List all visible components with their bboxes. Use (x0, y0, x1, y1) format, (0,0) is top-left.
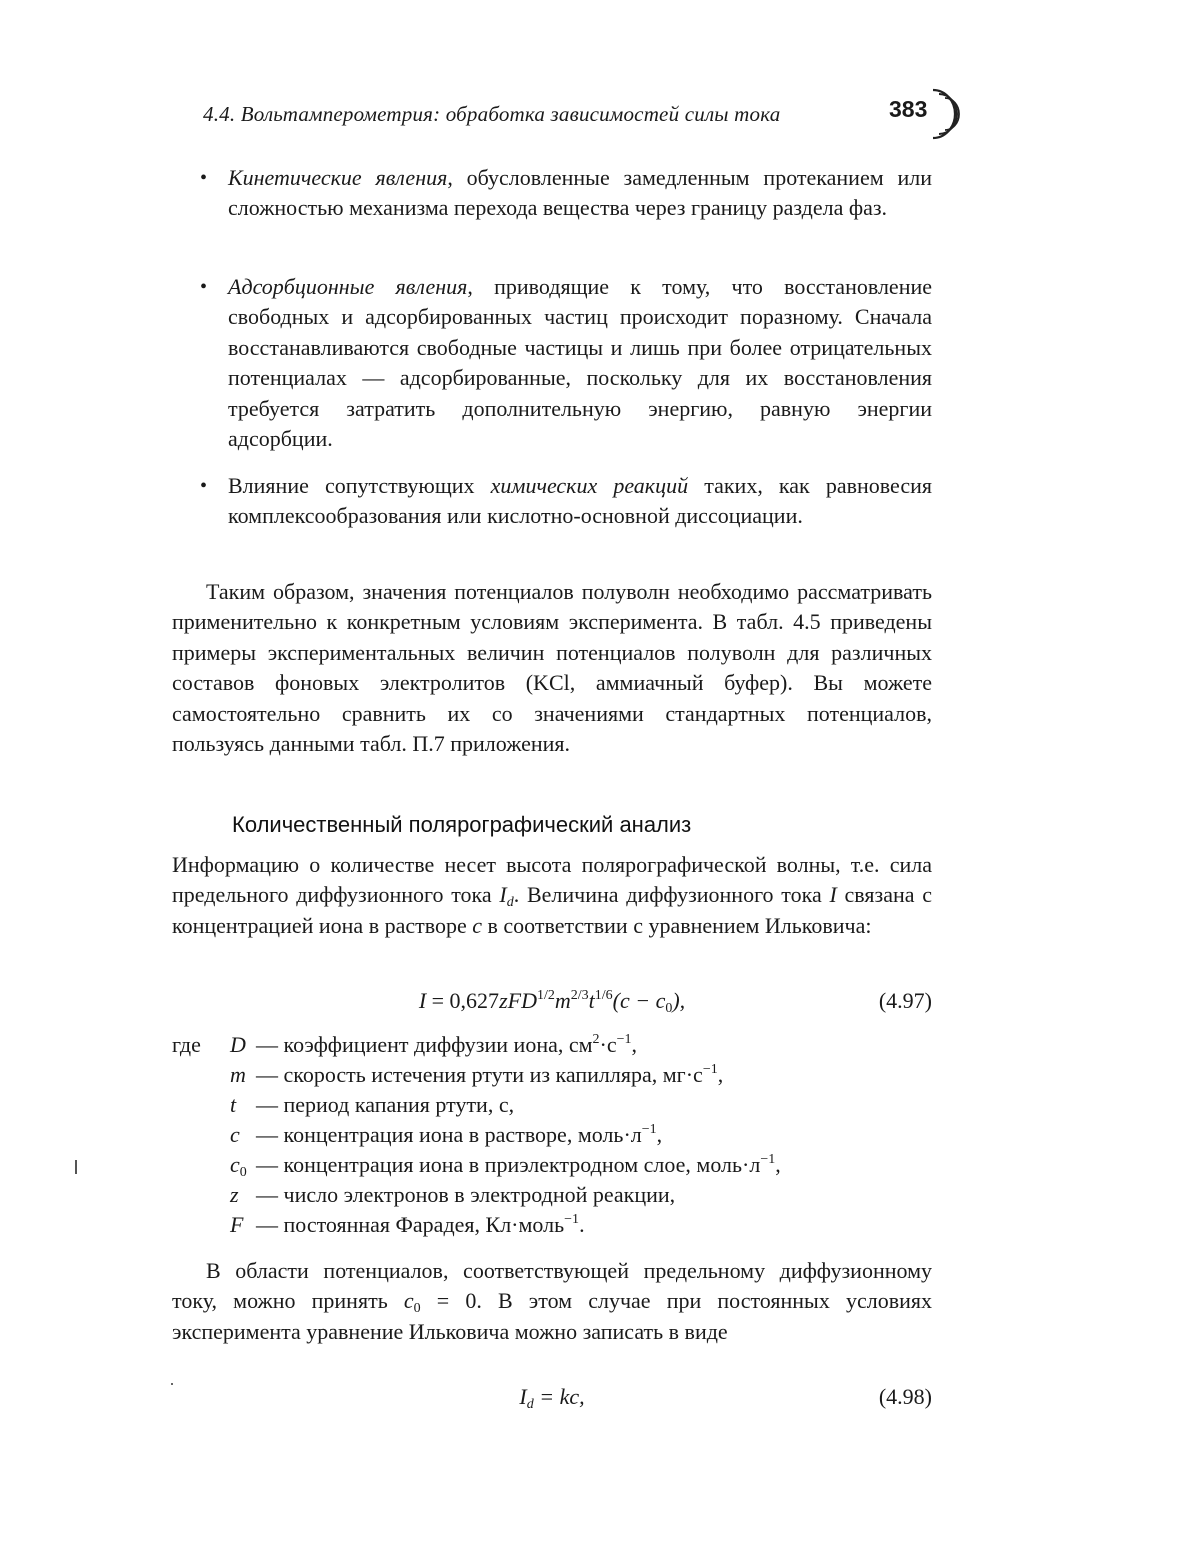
equation-linear (172, 1384, 932, 1416)
paragraph-limiting-current (172, 1256, 932, 1347)
def-end: , (775, 1152, 781, 1177)
eq-lhs: I (519, 1384, 527, 1409)
def-end: , (717, 1062, 724, 1087)
def-text: — концентрация иона в растворе, моль·л (256, 1122, 642, 1147)
equation-number: (4.97) (878, 988, 932, 1013)
math-subscript: 0 (413, 1301, 421, 1317)
definition-item (230, 1210, 585, 1240)
text-run: Информацию о количестве несет высота полярографической волны, т.е. сила предельного диффузионного тока (172, 852, 932, 908)
def-end: . (579, 1212, 585, 1237)
bullet-dot-icon: • (200, 276, 208, 298)
definition-item (230, 1030, 637, 1060)
def-sup: −1 (702, 1062, 718, 1077)
math-symbol: c (472, 912, 482, 938)
where-label: где (172, 1032, 201, 1057)
math-subscript: d (506, 895, 514, 911)
eq-var-t: t (588, 988, 595, 1013)
bullet-body: , обусловленные замедленным протеканием или сложностью механизма перехода вещества через границу раздела фаз. (228, 165, 933, 221)
paragraph-diffusion-current (172, 850, 932, 941)
page-header (203, 96, 953, 136)
text-run: В области потенциалов, соответствующей предельному диффузионному току, можно принять (172, 1258, 932, 1314)
def-text: — число электронов в электродной реакции, (256, 1182, 676, 1207)
text-run: = 0. В этом случае при постоянных условиях эксперимента уравнение Ильковича можно записать в виде (172, 1288, 932, 1344)
bullet-dot-icon: • (200, 475, 208, 497)
def-symbol-letter: c (230, 1152, 240, 1177)
equation-body (172, 988, 932, 1014)
running-head: 4.4. Вольтамперометрия: обработка зависимостей силы тока (203, 102, 781, 126)
def-sup: 2 (592, 1032, 600, 1047)
page-corner-arcs-icon (927, 84, 961, 144)
eq-vars: zFD (499, 988, 537, 1013)
bullet-item-kinetic (200, 163, 932, 224)
def-text: ·с (599, 1032, 617, 1057)
def-end: , (631, 1032, 638, 1057)
eq-exponent: 1/2 (536, 988, 555, 1003)
math-symbol: c (403, 1288, 414, 1314)
def-symbol: m (230, 1062, 246, 1087)
bullet-pre: Влияние сопутствующих (228, 473, 491, 498)
bullet-item-adsorption (200, 272, 932, 454)
def-text: — постоянная Фарадея, Кл·моль (256, 1212, 565, 1237)
bullet-body: , приводящие к тому, что восстановление свободных и адсорбированных частиц происходит поразному. Сначала восстанавливаются свободные частицы и лишь при более отрицательных потенциалах — адсорбированные, поскольку для их восстановления требуется затратить дополнительную энергию, равную энергии адсорбции. (228, 274, 933, 452)
section-heading: Количественный полярографический анализ (232, 812, 692, 837)
def-symbol (230, 1150, 256, 1180)
def-text: — период капания ртути, с, (256, 1092, 515, 1117)
eq-rhs: = kc, (533, 1384, 585, 1409)
eq-lhs: I (418, 988, 427, 1013)
def-symbol: c (230, 1122, 240, 1147)
definition-item (230, 1090, 514, 1120)
definition-item (230, 1180, 675, 1210)
bullet-italic-lead: Адсорбционные явления (228, 274, 468, 299)
def-symbol: D (230, 1032, 246, 1057)
paragraph-half-wave-potentials: Таким образом, значения потенциалов полуволн необходимо рассматривать применительно к конкретным условиям эксперимента. В табл. 4.5 приведены примеры экспериментальных величин потенциалов полуволн для различных составов фоновых электролитов (KCl, аммиачный буфер). Вы можете самостоятельно сравнить их со значениями стандартных потенциалов, пользуясь данными табл. П.7 приложения. (172, 579, 932, 757)
def-sup: −1 (760, 1152, 776, 1167)
bullet-post: таких, как равновесия комплексообразования или кислотно-основной диссоциации. (228, 473, 932, 529)
eq-var-m: m (554, 988, 571, 1013)
def-sup: −1 (564, 1212, 580, 1227)
eq-tail: (c − c (612, 988, 666, 1013)
eq-tail-end: ), (672, 988, 686, 1013)
def-symbol: z (230, 1182, 239, 1207)
bullet-text (200, 471, 932, 532)
text-run: . Величина диффузионного тока (513, 882, 830, 908)
def-symbol: t (230, 1092, 237, 1117)
equation-number: (4.98) (878, 1384, 932, 1409)
definition-item (230, 1150, 781, 1180)
def-text: — коэффициент диффузии иона, см (256, 1032, 593, 1057)
bullet-italic-lead: Кинетические явления (228, 165, 448, 190)
eq-subscript: 0 (665, 1001, 673, 1016)
scan-artifact-dot (171, 1383, 173, 1385)
math-symbol: I (499, 882, 507, 908)
page-number: 383 (889, 96, 928, 122)
bullet-dot-icon: • (200, 167, 208, 189)
bullet-text (200, 272, 932, 454)
bullet-italic: химических реакций (490, 473, 689, 498)
def-sup: −1 (616, 1032, 632, 1047)
def-text: — концентрация иона в приэлектродном слое, моль·л (256, 1152, 761, 1177)
eq-exponent: 2/3 (570, 988, 589, 1003)
eq-coefficient: = 0,627 (426, 988, 500, 1013)
bullet-item-chemical-reactions (200, 471, 932, 532)
def-symbol-sub: 0 (239, 1165, 247, 1180)
scan-artifact-mark (75, 1160, 77, 1174)
text-run: в соответствии с уравнением Ильковича: (482, 912, 872, 938)
def-sup: −1 (641, 1122, 657, 1137)
def-text: — скорость истечения ртути из капилляра, мг·с (256, 1062, 703, 1087)
definition-item (230, 1120, 662, 1150)
equation-body (172, 1384, 932, 1410)
eq-exponent: 1/6 (594, 988, 613, 1003)
eq-subscript: d (526, 1397, 534, 1412)
def-symbol: F (230, 1212, 244, 1237)
def-end: , (656, 1122, 663, 1147)
bullet-text (200, 163, 932, 224)
math-symbol: I (829, 882, 837, 908)
text-run: связана с концентрацией иона в растворе (172, 882, 933, 938)
definition-item (230, 1060, 723, 1090)
equation-ilkovic (172, 988, 932, 1020)
